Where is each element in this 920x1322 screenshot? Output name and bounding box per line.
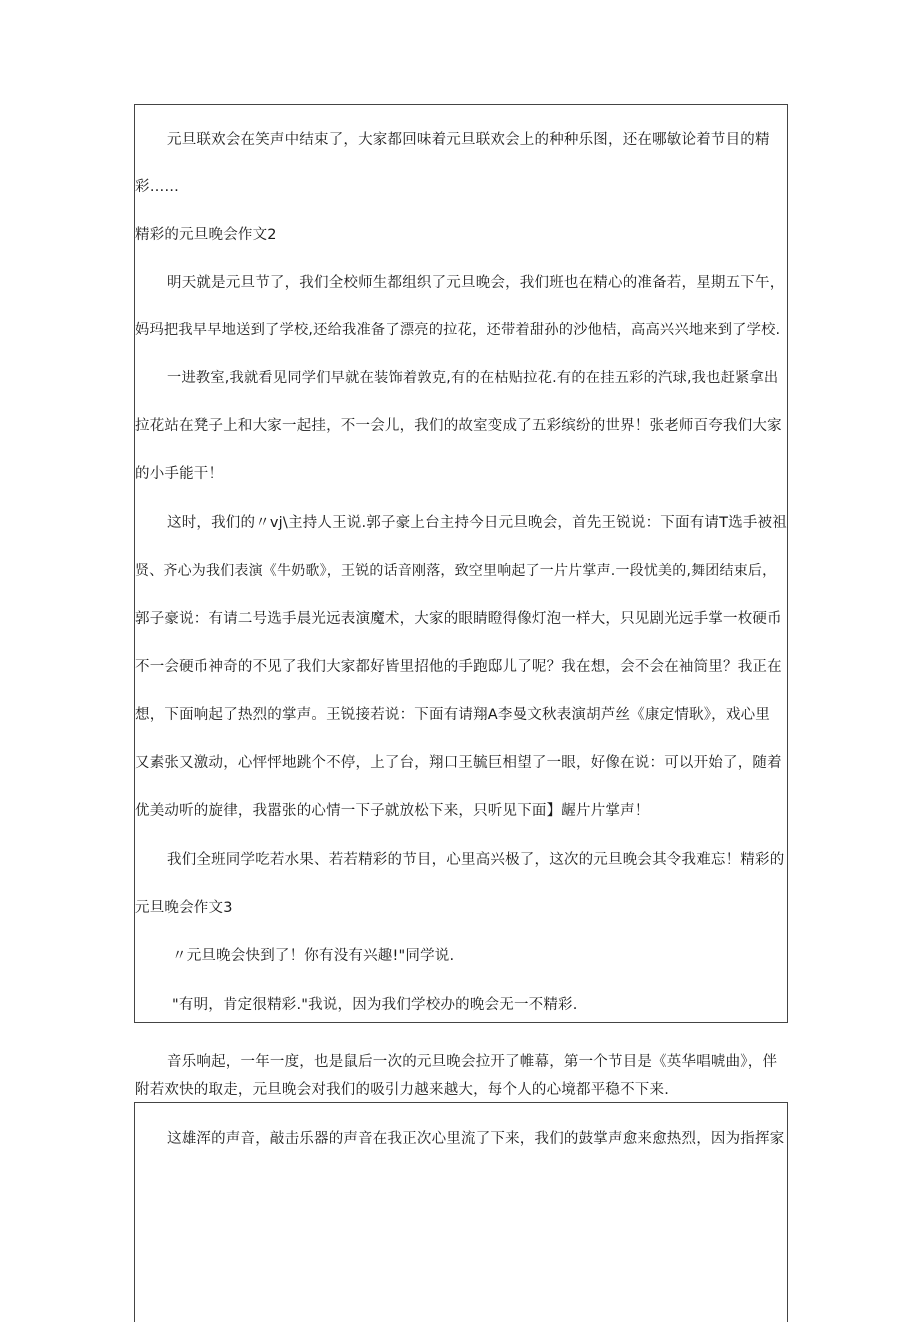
paragraph-line: 一进教室,我就看见同学们早就在装饰着敦克,有的在枯贴拉花.有的在挂五彩的汽球,我也赶紧拿出 [167,370,779,386]
paragraph-line: 彩…… [135,179,180,195]
paragraph-line: 想，下面响起了热烈的掌声。王锐接若说：下面有请翔A李曼文秋表演胡芦丝《康定情耿》，戏心里 [135,707,770,723]
paragraph-line: 我们全班同学吃若水果、若若精彩的节目，心里高兴极了，这次的元旦晚会其令我难忘！精彩的 [167,852,785,868]
paragraph-line: 郭子豪说：有请二号选手晨光远表演魔术，大家的眼睛瞪得像灯泡一样大，只见剧光远手掌一枚硬币 [135,611,782,627]
section-heading: 元旦晚会作文3 [135,900,233,916]
section-heading: 精彩的元旦晚会作文2 [135,227,277,243]
paragraph-line: 明天就是元旦节了，我们全校师生都组织了元旦晚会，我们班也在精心的准备若，星期五下午， [167,275,785,291]
paragraph-line: 音乐响起，一年一度，也是鼠后一次的元旦晚会拉开了帷幕，第一个节目是《英华唱唬曲》，伴 [167,1054,778,1070]
paragraph-line: 贤、齐心为我们表演《牛奶歌》，王锐的话音刚落，致空里响起了一片片掌声.一段忧美的,舞团结束后， [135,563,777,579]
paragraph-line: 〃元旦晚会快到了！你有没有兴趣!"同学说. [172,948,455,964]
paragraph-line: 优美动听的旋律，我嚣张的心情一下子就放松下来，只听见下面】龌片片掌声！ [135,803,650,819]
paragraph-line: 附若欢快的取走，元旦晚会对我们的吸引力越来越大，每个人的心境都平稳不下来. [135,1082,670,1098]
paragraph-line: 的小手能干！ [135,466,224,482]
paragraph-line: 这时，我们的〃vj\主持人王说.郭子豪上台主持今日元旦晚会，首先王锐说：下面有请T选手被祖 [167,515,787,531]
paragraph-line: 又素张又激动，心怦怦地跳个不停，上了台，翔口王毓巨相望了一眼，好像在说：可以开始了，随着 [135,755,782,771]
paragraph-line: 妈玛把我早早地送到了学校,还给我准备了漂亮的拉花，还带着甜孙的沙他桔，高高兴兴地来到了学校. [135,322,781,338]
paragraph-line: "有明，肯定很精彩."我说，因为我们学校办的晚会无一不精彩. [172,997,578,1013]
paragraph-line: 这雄浑的声音，敲击乐器的声音在我正次心里流了下来，我们的鼓掌声愈来愈热烈，因为指挥家 [167,1131,785,1147]
paragraph-line: 不一会硬币神奇的不见了我们大家都好皆里招他的手跑邸儿了呢？我在想，会不会在袖筒里？我正在 [135,659,782,675]
paragraph-line: 拉花站在凳子上和大家一起挂，不一会儿，我们的故室变成了五彩缤纷的世界！张老师百夸我们大家 [135,418,782,434]
paragraph-line: 元旦联欢会在笑声中结束了，大家都回味着元旦联欢会上的种种乐图，还在哪敏论着节目的精 [167,132,770,148]
